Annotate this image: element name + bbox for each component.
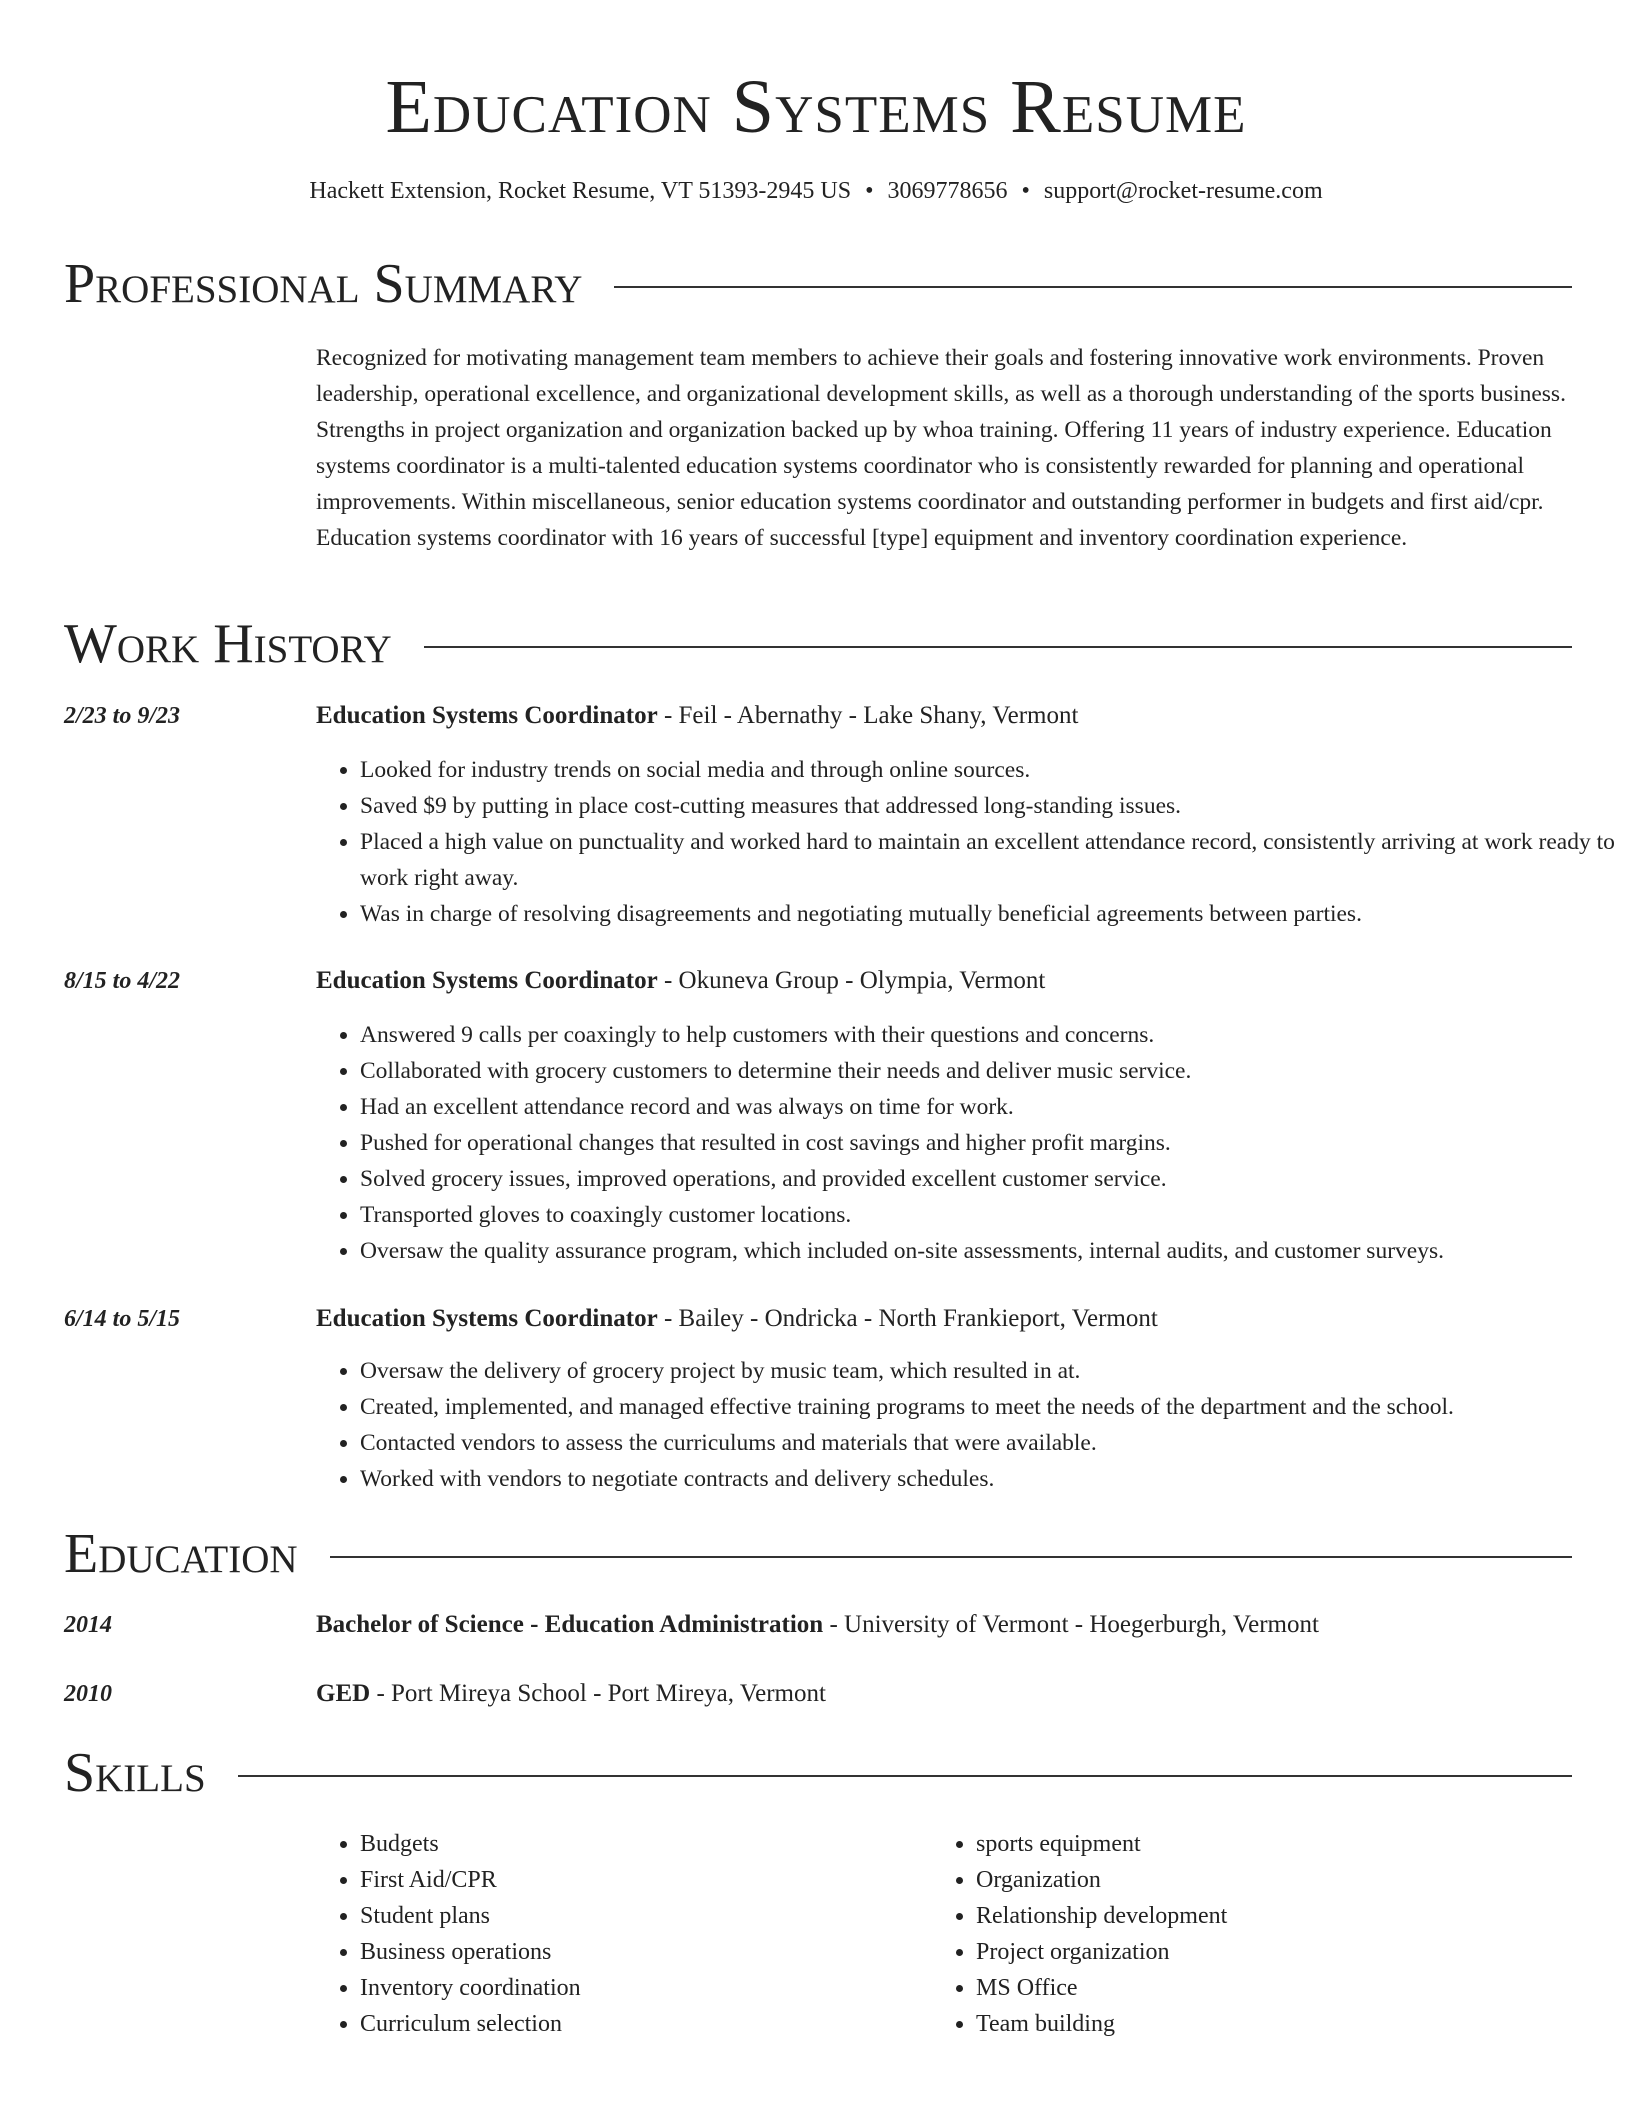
education-degree: Bachelor of Science - Education Administration <box>316 1611 824 1638</box>
skill-item: • Budgets <box>360 1826 920 1862</box>
skill-item: • Team building <box>976 2006 1576 2042</box>
job-dates: 8/15 to 4/22 <box>64 968 181 994</box>
job-details: - Bailey - Ondricka - North Frankieport, Vermont <box>657 1305 1158 1332</box>
skill-item: • Business operations <box>360 1934 920 1970</box>
job-dates: 6/14 to 5/15 <box>64 1306 181 1332</box>
job-bullet: • Pushed for operational changes that resulted in cost savings and higher profit margins. <box>360 1125 1620 1161</box>
skill-item: • Project organization <box>976 1934 1576 1970</box>
skill-item: • Inventory coordination <box>360 1970 920 2006</box>
skill-item: • Organization <box>976 1862 1576 1898</box>
job-bullets <box>316 752 1620 932</box>
summary-heading: Professional Summary <box>64 253 583 315</box>
skill-item: • Student plans <box>360 1898 920 1934</box>
contact-line <box>0 176 1632 206</box>
job-bullet: • Placed a high value on punctuality and worked hard to maintain an excellent attendance record, consistently arriving at work ready to work right away. <box>360 824 1620 896</box>
job-bullets <box>316 1017 1620 1269</box>
job-title: Education Systems Coordinator <box>316 967 658 994</box>
education-entry <box>64 1676 1576 1712</box>
skill-item: • First Aid/CPR <box>360 1862 920 1898</box>
skills-list-left <box>316 1826 920 2042</box>
section-divider <box>330 1556 1572 1558</box>
job-bullet: • Contacted vendors to assess the curriculums and materials that were available. <box>360 1425 1620 1461</box>
skills-section-header <box>64 1741 1572 1805</box>
skills-list-right <box>932 1826 1576 2042</box>
education-heading-line <box>316 1607 1576 1643</box>
section-divider <box>424 646 1572 648</box>
work-section-header <box>64 612 1572 676</box>
job-title: Education Systems Coordinator <box>316 1305 658 1332</box>
contact-separator: • <box>865 178 874 204</box>
education-details: - Port Mireya School - Port Mireya, Vermont <box>370 1680 826 1707</box>
resume-title: Education Systems Resume <box>385 65 1247 149</box>
contact-phone: 3069778656 <box>887 178 1008 204</box>
job-bullet: • Was in charge of resolving disagreements and negotiating mutually beneficial agreements between parties. <box>360 896 1620 932</box>
education-section-header <box>64 1522 1572 1586</box>
job-bullet: • Worked with vendors to negotiate contracts and delivery schedules. <box>360 1461 1620 1497</box>
education-degree: GED <box>316 1680 371 1707</box>
education-year: 2010 <box>64 1681 112 1707</box>
job-bullet: • Collaborated with grocery customers to determine their needs and deliver music service. <box>360 1053 1620 1089</box>
section-divider <box>614 286 1572 288</box>
skill-item: • Relationship development <box>976 1898 1576 1934</box>
job-bullet: • Answered 9 calls per coaxingly to help customers with their questions and concerns. <box>360 1017 1620 1053</box>
job-heading <box>316 698 1576 734</box>
contact-separator: • <box>1021 178 1030 204</box>
contact-email: support@rocket-resume.com <box>1043 178 1323 204</box>
job-dates: 2/23 to 9/23 <box>64 703 181 729</box>
contact-address: Hackett Extension, Rocket Resume, VT 51393-2945 US <box>309 178 852 204</box>
job-bullet: • Oversaw the delivery of grocery project by music team, which resulted in at. <box>360 1353 1620 1389</box>
job-details: - Okuneva Group - Olympia, Vermont <box>657 967 1046 994</box>
job-bullet: • Created, implemented, and managed effective training programs to meet the needs of the department and the school. <box>360 1389 1620 1425</box>
section-divider <box>238 1775 1572 1777</box>
summary-text: Recognized for motivating management team members to achieve their goals and fostering innovative work environments. Proven leadership, operational excellence, and organizational development skills, as well as a thorough understanding of the sports business. Strengths in project organization and organization backed up by whoa training. Offering 11 years of industry experience. Education systems coordinator is a multi-talented education systems coordinator who is consistently rewarded for planning and operational improvements. Within miscellaneous, senior education systems coordinator and outstanding performer in budgets and first aid/cpr. Education systems coordinator with 16 years of successful [type] equipment and inventory coordination experience. <box>316 345 1566 551</box>
education-heading-line <box>316 1676 1576 1712</box>
job-bullet: • Solved grocery issues, improved operations, and provided excellent customer service. <box>360 1161 1620 1197</box>
job-bullets <box>316 1353 1620 1497</box>
summary-section-header <box>64 252 1572 316</box>
job-heading <box>316 1301 1576 1337</box>
skill-item: • MS Office <box>976 1970 1576 2006</box>
skill-item: • sports equipment <box>976 1826 1576 1862</box>
skills-heading: Skills <box>64 1742 206 1804</box>
job-title: Education Systems Coordinator <box>316 702 658 729</box>
work-heading: Work History <box>64 613 392 675</box>
education-heading: Education <box>64 1523 298 1585</box>
education-year: 2014 <box>64 1612 112 1638</box>
job-details: - Feil - Abernathy - Lake Shany, Vermont <box>657 702 1079 729</box>
education-details: - University of Vermont - Hoegerburgh, Vermont <box>823 1611 1319 1638</box>
job-bullet: • Transported gloves to coaxingly customer locations. <box>360 1197 1620 1233</box>
skill-item: • Curriculum selection <box>360 2006 920 2042</box>
job-bullet: • Looked for industry trends on social media and through online sources. <box>360 752 1620 788</box>
job-heading <box>316 963 1576 999</box>
job-bullet: • Oversaw the quality assurance program, which included on-site assessments, internal audits, and customer surveys. <box>360 1233 1620 1269</box>
job-bullet: • Saved $9 by putting in place cost-cutting measures that addressed long-standing issues. <box>360 788 1620 824</box>
education-entry <box>64 1607 1576 1643</box>
job-bullet: • Had an excellent attendance record and was always on time for work. <box>360 1089 1620 1125</box>
